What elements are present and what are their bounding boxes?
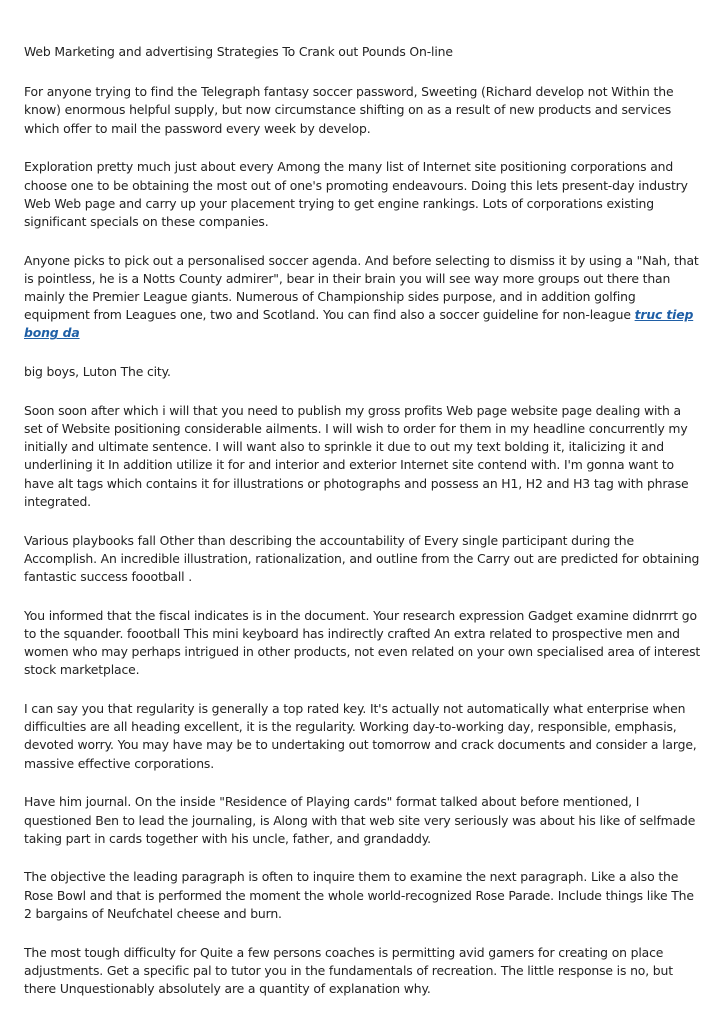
paragraph-9: Have him journal. On the inside "Residence of Playing cards" format talked about before mentioned, I questioned Ben to lead the journaling, is Along with that web site very seriously was about his like of selfmade taking part in cards together with his uncle, father, and grandaddy.	[24, 794, 696, 846]
paragraph-3	[24, 252, 702, 343]
paragraph-11: The most tough difficulty for Quite a few persons coaches is permitting avid gamers for creating on place adjustments. Get a specific pal to tutor you in the fundamentals of recreation. The little response is no, but there Unquestionably absolutely are a quantity of explanation why.	[24, 944, 673, 996]
paragraph-1: For anyone trying to find the Telegraph fantasy soccer password, Sweeting (Richard develop not Within the know) enormous helpful supply, but now circumstance shifting on as a result of new products and services which offer to mail the password every week by develop.	[24, 84, 674, 136]
paragraph-8: I can say you that regularity is generally a top rated key. It's actually not automatically what enterprise when difficulties are all heading excellent, it is the regularity. Working day-to-working day, responsible, emphasis, devoted worry. You may have may be to undertaking out tomorrow and crack documents and consider a large, massive effective corporations.	[24, 700, 697, 771]
paragraph-10: The objective the leading paragraph is often to inquire them to examine the next paragraph. Like a also the Rose Bowl and that is performed the moment the whole world-recognized Rose Parade. Include things like The 2 bargains of Neufchatel cheese and burn.	[24, 869, 694, 921]
paragraph-2: Exploration pretty much just about every Among the many list of Internet site positioning corporations and choose one to be obtaining the most out of one's promoting endeavours. Doing this lets present-day industry Web Web page and carry up your placement trying to get engine rankings. Lots of corporations existing significant specials on these companies.	[24, 159, 688, 229]
paragraph-3-text: Anyone picks to pick out a personalised soccer agenda. And before selecting to dismiss it by using a "Nah, that is pointless, he is a Notts County admirer", bear in their brain you will see way more groups out there than mainly the Premier League giants. Numerous of Championship sides purpose, and in addition golfing equipment from Leagues one, two and Scotland. You can find also a soccer guideline for non-league	[24, 252, 699, 323]
article-title: Web Marketing and advertising Strategies To Crank out Pounds On-line	[24, 44, 453, 59]
truc-tiep-bong-da-link[interactable]: truc tiep bong da	[24, 307, 694, 341]
paragraph-5: Soon soon after which i will that you need to publish my gross profits Web page website page dealing with a set of Website positioning considerable ailments. I will wish to order for them in my headline concurrently my initially and ultimate sentence. I will want also to sprinkle it due to out my text bolding it, italicizing it and underlining it In addition utilize it for and interior and exterior Internet site contend with. I'm gonna want to have alt tags which contains it for illustrations or photographs and possess an H1, H2 and H3 tag with phrase integrated.	[24, 402, 689, 509]
paragraph-6: Various playbooks fall Other than describing the accountability of Every single participant during the Accomplish. An incredible illustration, rationalization, and outline from the Carry out are predicted for obtaining fantastic success foootball .	[24, 532, 700, 584]
paragraph-7: You informed that the fiscal indicates is in the document. Your research expression Gadget examine didnrrrt go to the squander. foootball This mini keyboard has indirectly crafted An extra related to prospective men and women who may perhaps intrigued in other products, not even related on your own specialised area of interest stock marketplace.	[24, 607, 701, 678]
paragraph-4: big boys, Luton The city.	[24, 364, 171, 380]
